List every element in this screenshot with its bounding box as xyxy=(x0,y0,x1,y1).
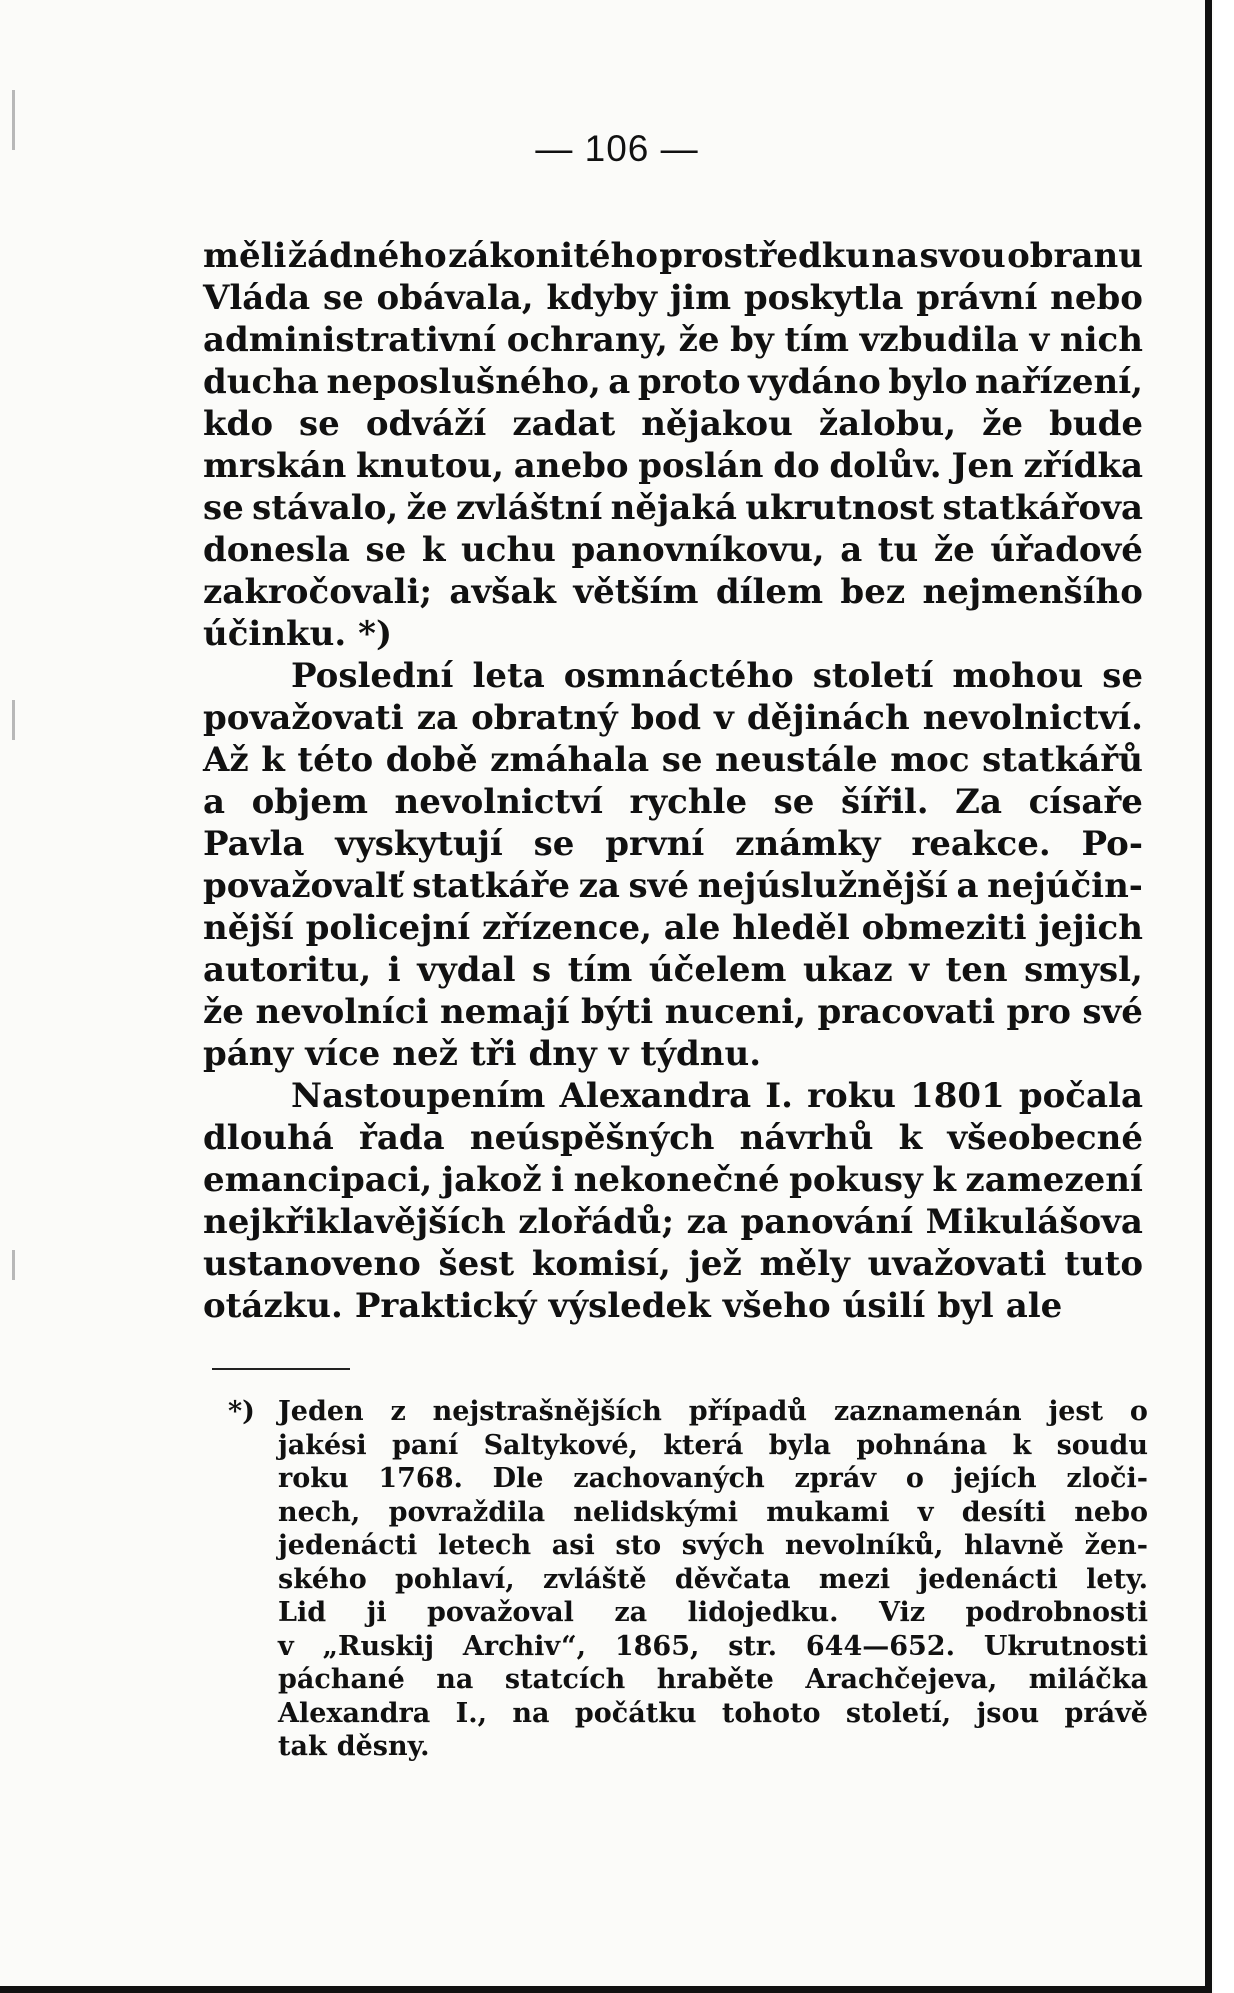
text-line: ducha neposlušného, a proto vydáno bylo nařízení, xyxy=(203,362,1143,402)
footnote-line: páchané na statcích hraběte Arachčejeva, miláčka xyxy=(278,1664,1148,1695)
footnote-line: ského pohlaví, zvláště děvčata mezi jedenácti lety. xyxy=(278,1563,1148,1595)
footnote-rule xyxy=(212,1368,350,1370)
scan-speck xyxy=(12,700,15,740)
scan-margin-right xyxy=(1214,0,1234,1993)
text-line: otázku. Praktický výsledek všeho úsilí byl ale xyxy=(203,1286,1063,1326)
text-line: Nastoupením Alexandra I. roku 1801 počala xyxy=(291,1076,1143,1116)
footnote-marker: *) xyxy=(228,1396,255,1427)
footnote-line: v „Ruskij Archiv“, 1865, str. 644—652. Ukrutnosti xyxy=(278,1630,1148,1662)
footnote-line: Alexandra I., na počátku tohoto století, jsou právě xyxy=(278,1697,1148,1729)
footnote-line: nech, povraždila nelidskými mukami v desíti nebo xyxy=(278,1496,1148,1528)
text-line: administrativní ochrany, že by tím vzbudila v nich xyxy=(203,320,1143,360)
text-line: Až k této době zmáhala se neustále moc statkářů xyxy=(203,740,1143,780)
text-line: mrskán knutou, anebo poslán do dolův. Jen zřídka xyxy=(203,446,1143,486)
text-line: měli žádného zákonitého prostředku na svou obranu xyxy=(203,236,1143,276)
footnote-line: tak děsny. xyxy=(278,1731,430,1762)
footnote-line: Lid ji považoval za lidojedku. Viz podrobnosti xyxy=(278,1597,1148,1628)
text-line: ustanoveno šest komisí, jež měly uvažovati tuto xyxy=(203,1244,1143,1284)
text-line: Poslední leta osmnáctého století mohou se xyxy=(291,656,1143,696)
text-line: autoritu, i vydal s tím účelem ukaz v ten smysl, xyxy=(203,950,1143,990)
text-line: Pavla vyskytují se první známky reakce. Po- xyxy=(203,824,1143,864)
footnote-line: Jeden z nejstrašnějších případů zaznamenán jest o xyxy=(278,1396,1148,1427)
text-line: že nevolníci nemají býti nuceni, pracovati pro své xyxy=(203,992,1143,1032)
text-line: Vláda se obávala, kdyby jim poskytla právní nebo xyxy=(203,278,1143,318)
text-line: zakročovali; avšak větším dílem bez nejmenšího xyxy=(203,572,1143,612)
text-line: donesla se k uchu panovníkovu, a tu že úřadové xyxy=(203,530,1143,570)
body-text xyxy=(203,235,1143,1327)
page-number: — 106 — xyxy=(535,128,699,169)
footnote-line: jedenácti letech asi sto svých nevolníků, hlavně žen- xyxy=(278,1530,1148,1561)
text-line: nější policejní zřízence, ale hleděl obmeziti jejich xyxy=(203,908,1143,948)
footnote-line: jakési paní Saltykové, která byla pohnána k soudu xyxy=(278,1429,1148,1461)
text-line: pány více než tři dny v týdnu. xyxy=(203,1034,762,1074)
scan-edge-right xyxy=(1205,0,1212,1993)
text-line: dlouhá řada neúspěšných návrhů k všeobecné xyxy=(203,1118,1143,1158)
text-line: kdo se odváží zadat nějakou žalobu, že bude xyxy=(203,404,1143,444)
text-line: považovalť statkáře za své nejúslužnější a nejúčin- xyxy=(203,866,1143,906)
text-line: nejkřiklavějších zlořádů; za panování Mikulášova xyxy=(203,1202,1143,1242)
text-line: emancipaci, jakož i nekonečné pokusy k zamezení xyxy=(203,1160,1143,1200)
text-line: účinku. *) xyxy=(203,614,393,654)
scan-speck xyxy=(12,1250,15,1280)
text-line: a objem nevolnictví rychle se šířil. Za císaře xyxy=(203,782,1143,822)
text-line: se stávalo, že zvláštní nějaká ukrutnost statkářova xyxy=(203,488,1143,528)
text-line: považovati za obratný bod v dějinách nevolnictví. xyxy=(203,698,1143,738)
footnote-line: roku 1768. Dle zachovaných zpráv o jejích zloči- xyxy=(278,1463,1148,1494)
scan-edge-bottom xyxy=(0,1986,1212,1993)
footnote xyxy=(228,1395,1148,1764)
